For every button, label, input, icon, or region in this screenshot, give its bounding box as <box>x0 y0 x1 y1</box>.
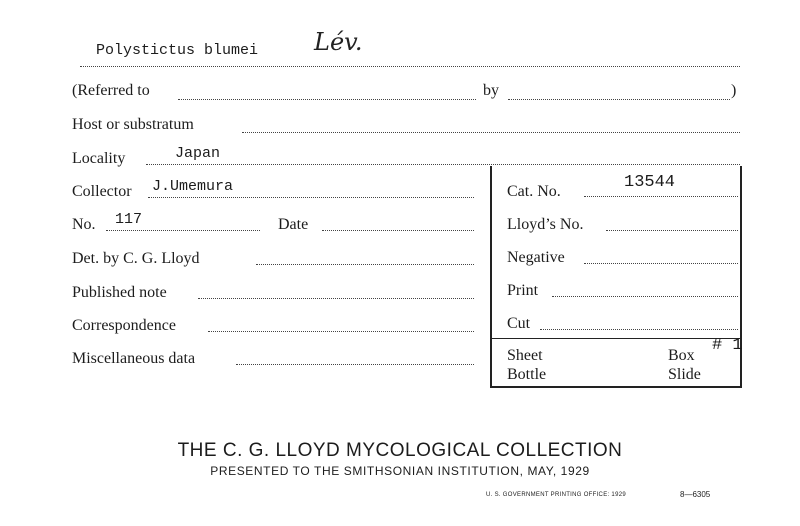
collection-title: THE C. G. LLOYD MYCOLOGICAL COLLECTION <box>177 440 623 461</box>
bottle-label: Bottle <box>507 366 547 383</box>
cat-no-value: 13544 <box>624 173 676 192</box>
locality-value: Japan <box>175 145 221 162</box>
box-label: Box <box>668 347 695 364</box>
no-line <box>106 230 260 231</box>
by-line <box>508 99 730 100</box>
referred-label: (Referred to <box>72 82 150 99</box>
lloyds-no-label: Lloyd’s No. <box>507 216 584 233</box>
collector-line <box>148 197 474 198</box>
printer-line: U. S. GOVERNMENT PRINTING OFFICE: 1929 <box>486 492 626 498</box>
collector-value: J.Umemura <box>152 178 234 195</box>
misc-line <box>236 364 474 365</box>
box-value: # 1 <box>712 336 743 355</box>
referred-line <box>178 99 476 100</box>
no-value: 117 <box>115 211 143 228</box>
cut-label: Cut <box>507 315 531 332</box>
locality-line <box>146 164 740 165</box>
correspondence-line <box>208 331 474 332</box>
host-line <box>242 132 740 133</box>
cut-line <box>540 329 738 330</box>
box-divider <box>492 338 740 339</box>
negative-label: Negative <box>507 249 565 266</box>
slide-label: Slide <box>668 366 701 383</box>
date-label: Date <box>278 216 309 233</box>
form-number: 8—6305 <box>680 490 711 499</box>
det-label: Det. by C. G. Lloyd <box>72 250 200 267</box>
species-line <box>80 66 740 67</box>
print-line <box>552 296 738 297</box>
collector-label: Collector <box>72 183 132 200</box>
host-label: Host or substratum <box>72 116 194 133</box>
lloyds-no-line <box>606 230 738 231</box>
by-label: by <box>483 82 499 99</box>
misc-label: Miscellaneous data <box>72 350 196 367</box>
date-line <box>322 230 474 231</box>
box-left-border <box>490 166 492 388</box>
species-authority: Lév. <box>314 28 363 56</box>
locality-label: Locality <box>72 150 126 167</box>
collection-subtitle: PRESENTED TO THE SMITHSONIAN INSTITUTION, MAY, 1929 <box>210 464 590 478</box>
species-name: Polystictus blumei <box>96 42 259 59</box>
print-label: Print <box>507 282 539 299</box>
no-label: No. <box>72 216 96 233</box>
published-line <box>198 298 474 299</box>
sheet-label: Sheet <box>507 347 543 364</box>
cat-no-line <box>584 196 738 197</box>
det-line <box>256 264 474 265</box>
published-label: Published note <box>72 284 167 301</box>
correspondence-label: Correspondence <box>72 317 176 334</box>
box-bottom-border <box>490 386 740 388</box>
cat-no-label: Cat. No. <box>507 183 561 200</box>
negative-line <box>584 263 738 264</box>
referred-close: ) <box>731 82 737 99</box>
